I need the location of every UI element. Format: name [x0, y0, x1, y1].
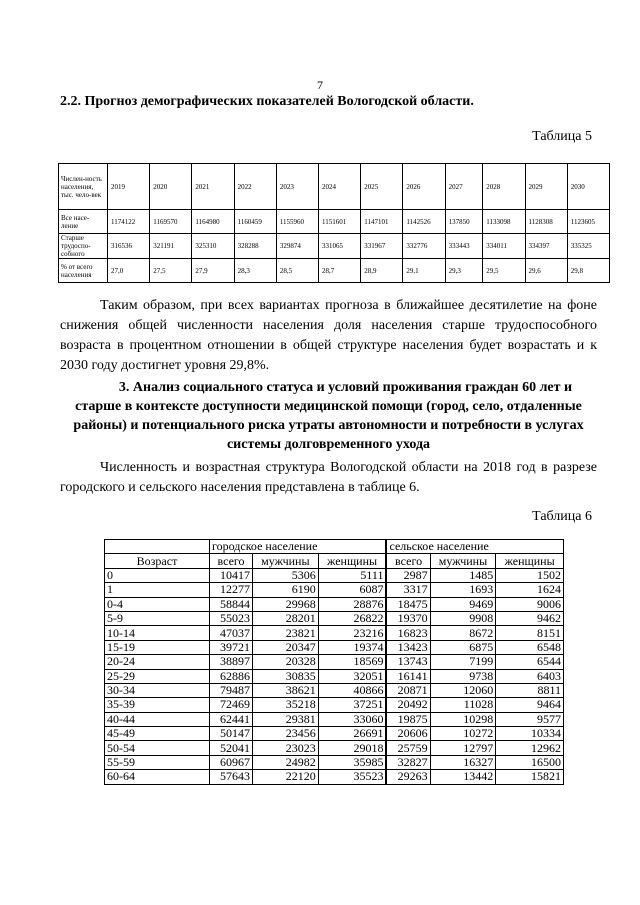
table-6-value-cell: 20328 — [253, 655, 319, 669]
table-6-value-cell: 13423 — [386, 640, 430, 654]
paragraph-table-6-intro: Численность и возрастная структура Вологодской области на 2018 год в разрезе городского и сельского населения представлена в таблице 6. — [60, 460, 597, 495]
table-6-value-cell: 58844 — [210, 597, 253, 611]
table-6-value-cell: 20347 — [253, 640, 319, 654]
table-6-value-cell: 26822 — [318, 611, 386, 625]
table-6-value-cell: 9738 — [430, 669, 496, 683]
table-6-sub-header — [105, 554, 564, 568]
table-row — [105, 741, 564, 755]
table-6-value-cell: 29018 — [318, 741, 386, 755]
paragraph-forecast-conclusion: Таким образом, при всех вариантах прогноза в ближайшее десятилетие на фоне снижения общей численности населения доля населения старше трудоспособного возраста в процентном отношении в общей структуре населения будет возрастать и к 2030 году достигнет уровня 29,8%. — [60, 298, 597, 373]
table-6-group-header — [105, 540, 564, 554]
table-6-value-cell: 9006 — [496, 597, 564, 611]
table-6-col-rural-total: всего — [386, 554, 430, 568]
section-3-title-rest: старше в контексте доступности медицинской помощи (город, село, отдаленные районы) и потенциального риска утраты автономности и потребности в услугах системы долговременного ухода — [73, 399, 584, 452]
table-5-cell: 316536 — [108, 234, 150, 259]
table-6-value-cell: 52041 — [210, 741, 253, 755]
table-6-value-cell: 16327 — [430, 755, 496, 769]
table-6-value-cell: 10298 — [430, 712, 496, 726]
table-row — [105, 655, 564, 669]
table-6-value-cell: 60967 — [210, 755, 253, 769]
table-5-cell: 1151601 — [319, 210, 361, 234]
table-6-value-cell: 6548 — [496, 640, 564, 654]
table-6-value-cell: 40866 — [318, 683, 386, 697]
table-6-value-cell: 22120 — [253, 770, 319, 784]
table-row — [105, 755, 564, 769]
table-6-age-cell: 1 — [105, 583, 210, 597]
table-6-value-cell: 5306 — [253, 568, 319, 582]
table-6-value-cell: 35985 — [318, 755, 386, 769]
table-6-value-cell: 6403 — [496, 669, 564, 683]
table-5-corner-label: Числен-ность населения, тыс. чело-век — [59, 164, 108, 210]
table-5-cell: 1147101 — [361, 210, 403, 234]
table-6-age-cell: 60-64 — [105, 770, 210, 784]
table-row — [105, 640, 564, 654]
table-5-cell: 1164980 — [192, 210, 234, 234]
section-3-title — [60, 378, 597, 454]
table-6-value-cell: 2987 — [386, 568, 430, 582]
table-6-value-cell: 28876 — [318, 597, 386, 611]
table-6-value-cell: 20871 — [386, 683, 430, 697]
table-6-value-cell: 50147 — [210, 727, 253, 741]
table-row — [105, 669, 564, 683]
table-6-value-cell: 23821 — [253, 626, 319, 640]
table-5-cell: 137850 — [445, 210, 483, 234]
section-3-title-line-1: 3. Анализ социального статуса и условий проживания граждан 60 лет и — [118, 380, 573, 395]
table-5-year: 2029 — [525, 164, 567, 210]
table-5-year: 2028 — [483, 164, 525, 210]
table-5-cell: 28,9 — [361, 259, 403, 283]
table-6-col-rural-women: женщины — [496, 554, 564, 568]
table-6-value-cell: 57643 — [210, 770, 253, 784]
table-6-age-cell: 10-14 — [105, 626, 210, 640]
table-6-value-cell: 6544 — [496, 655, 564, 669]
table-5-row-percent — [59, 259, 610, 283]
table-6-value-cell: 11028 — [430, 698, 496, 712]
table-6-value-cell: 23023 — [253, 741, 319, 755]
table-6-value-cell: 9464 — [496, 698, 564, 712]
table-6-value-cell: 6875 — [430, 640, 496, 654]
table-6-value-cell: 29968 — [253, 597, 319, 611]
table-6-age-cell: 40-44 — [105, 712, 210, 726]
table-5-row-label: Старше трудоспо-собного — [59, 234, 108, 259]
table-6-value-cell: 20606 — [386, 727, 430, 741]
table-6-value-cell: 6087 — [318, 583, 386, 597]
table-6-value-cell: 12060 — [430, 683, 496, 697]
table-6-age-cell: 0 — [105, 568, 210, 582]
table-6-value-cell: 1485 — [430, 568, 496, 582]
table-5-year: 2027 — [445, 164, 483, 210]
table-5-cell: 28,3 — [234, 259, 276, 283]
table-6-value-cell: 23456 — [253, 727, 319, 741]
table-6-value-cell: 38897 — [210, 655, 253, 669]
table-6-value-cell: 1693 — [430, 583, 496, 597]
table-5-cell: 1128308 — [525, 210, 567, 234]
table-6-value-cell: 8672 — [430, 626, 496, 640]
table-6-col-urban-total: всего — [210, 554, 253, 568]
table-6-value-cell: 19370 — [386, 611, 430, 625]
table-row — [105, 683, 564, 697]
table-5-cell: 1160459 — [234, 210, 276, 234]
table-6-value-cell: 24982 — [253, 755, 319, 769]
table-6-col-rural-men: мужчины — [430, 554, 496, 568]
table-5-cell: 1174122 — [108, 210, 150, 234]
table-6-value-cell: 1502 — [496, 568, 564, 582]
table-6-age-cell: 45-49 — [105, 727, 210, 741]
table-6-value-cell: 13442 — [430, 770, 496, 784]
table-6-value-cell: 32051 — [318, 669, 386, 683]
table-6-value-cell: 35218 — [253, 698, 319, 712]
table-5-year: 2025 — [361, 164, 403, 210]
table-5-cell: 334011 — [483, 234, 525, 259]
table-6-age-cell: 5-9 — [105, 611, 210, 625]
table-6-value-cell: 37251 — [318, 698, 386, 712]
table-5-year: 2023 — [276, 164, 318, 210]
table-row — [105, 712, 564, 726]
table-6-value-cell: 29263 — [386, 770, 430, 784]
table-row — [105, 727, 564, 741]
table-row — [105, 626, 564, 640]
table-5-cell: 29,5 — [483, 259, 525, 283]
table-5-cell: 325310 — [192, 234, 234, 259]
table-6-value-cell: 8151 — [496, 626, 564, 640]
table-5-row-label: Все насе-ление — [59, 210, 108, 234]
table-5-cell: 328288 — [234, 234, 276, 259]
table-6-age-cell: 15-19 — [105, 640, 210, 654]
table-5-cell: 329874 — [276, 234, 318, 259]
table-6-value-cell: 12962 — [496, 741, 564, 755]
table-6-value-cell: 6190 — [253, 583, 319, 597]
table-6-value-cell: 47037 — [210, 626, 253, 640]
table-6-value-cell: 15821 — [496, 770, 564, 784]
table-6-group-urban: городское население — [210, 540, 387, 554]
table-6-value-cell: 79487 — [210, 683, 253, 697]
table-6-value-cell: 38621 — [253, 683, 319, 697]
table-6-value-cell: 9462 — [496, 611, 564, 625]
table-6-value-cell: 16500 — [496, 755, 564, 769]
table-5-year: 2020 — [150, 164, 192, 210]
table-6-value-cell: 28201 — [253, 611, 319, 625]
table-5-cell: 1133098 — [483, 210, 525, 234]
table-5-cell: 27,5 — [150, 259, 192, 283]
table-5-year: 2030 — [567, 164, 609, 210]
table-5-year: 2026 — [403, 164, 445, 210]
table-6-age-cell: 50-54 — [105, 741, 210, 755]
table-5-header-row — [59, 164, 610, 210]
section-2-2-title: 2.2. Прогноз демографических показателей Вологодской области. — [60, 94, 474, 109]
table-5-cell: 28,5 — [276, 259, 318, 283]
table-5-cell: 29,1 — [403, 259, 445, 283]
table-6-value-cell: 23216 — [318, 626, 386, 640]
table-5-year: 2024 — [319, 164, 361, 210]
table-6-value-cell: 72469 — [210, 698, 253, 712]
table-row — [105, 583, 564, 597]
table-6-body — [105, 568, 564, 784]
table-5-year: 2019 — [108, 164, 150, 210]
table-6-empty-corner — [105, 540, 210, 554]
page-number: 7 — [317, 78, 323, 92]
table-5-cell: 29,3 — [445, 259, 483, 283]
table-6-value-cell: 30835 — [253, 669, 319, 683]
table-row — [105, 770, 564, 784]
table-6-value-cell: 9908 — [430, 611, 496, 625]
table-5-cell: 331967 — [361, 234, 403, 259]
table-5-cell: 335325 — [567, 234, 609, 259]
table-6-value-cell: 32827 — [386, 755, 430, 769]
table-6-value-cell: 8811 — [496, 683, 564, 697]
table-6-value-cell: 25759 — [386, 741, 430, 755]
table-6-value-cell: 12797 — [430, 741, 496, 755]
table-6-value-cell: 9469 — [430, 597, 496, 611]
table-6-value-cell: 55023 — [210, 611, 253, 625]
table-6-age-cell: 25-29 — [105, 669, 210, 683]
table-5-row-elderly — [59, 234, 610, 259]
table-5-row-label: % от всего населения — [59, 259, 108, 283]
table-5-cell: 334397 — [525, 234, 567, 259]
table-5-cell: 332776 — [403, 234, 445, 259]
table-5-cell: 333443 — [445, 234, 483, 259]
table-6-value-cell: 33060 — [318, 712, 386, 726]
table-6-caption: Таблица 6 — [532, 509, 592, 524]
table-5-cell: 29,8 — [567, 259, 609, 283]
table-5-cell: 331065 — [319, 234, 361, 259]
table-6-age-cell: 55-59 — [105, 755, 210, 769]
table-6-value-cell: 35523 — [318, 770, 386, 784]
table-6-value-cell: 26691 — [318, 727, 386, 741]
table-6-value-cell: 12277 — [210, 583, 253, 597]
table-6-value-cell: 16141 — [386, 669, 430, 683]
table-5-cell: 29,6 — [525, 259, 567, 283]
table-6-value-cell: 62886 — [210, 669, 253, 683]
table-5-cell: 27,0 — [108, 259, 150, 283]
table-row — [105, 597, 564, 611]
table-6-age-cell: 0-4 — [105, 597, 210, 611]
table-6-value-cell: 13743 — [386, 655, 430, 669]
table-6 — [104, 539, 564, 785]
table-6-age-cell: 20-24 — [105, 655, 210, 669]
table-6-age-cell: 35-39 — [105, 698, 210, 712]
table-5-cell: 1123605 — [567, 210, 609, 234]
table-6-value-cell: 39721 — [210, 640, 253, 654]
table-6-value-cell: 1624 — [496, 583, 564, 597]
table-5-cell: 1169570 — [150, 210, 192, 234]
table-6-col-urban-women: женщины — [318, 554, 386, 568]
table-5-cell: 28,7 — [319, 259, 361, 283]
table-row — [105, 611, 564, 625]
table-6-value-cell: 18569 — [318, 655, 386, 669]
table-5-caption: Таблица 5 — [532, 129, 592, 144]
table-6-value-cell: 20492 — [386, 698, 430, 712]
table-row — [105, 698, 564, 712]
table-5-cell: 27,9 — [192, 259, 234, 283]
table-5-cell: 1155960 — [276, 210, 318, 234]
table-6-col-urban-men: мужчины — [253, 554, 319, 568]
table-6-value-cell: 5111 — [318, 568, 386, 582]
table-5-cell: 321191 — [150, 234, 192, 259]
table-5-year: 2021 — [192, 164, 234, 210]
table-6-value-cell: 19875 — [386, 712, 430, 726]
table-6-value-cell: 62441 — [210, 712, 253, 726]
table-6-value-cell: 3317 — [386, 583, 430, 597]
table-6-value-cell: 18475 — [386, 597, 430, 611]
table-5-year: 2022 — [234, 164, 276, 210]
table-6-value-cell: 19374 — [318, 640, 386, 654]
table-6-value-cell: 10272 — [430, 727, 496, 741]
table-5-row-total — [59, 210, 610, 234]
table-row — [105, 568, 564, 582]
table-5-cell: 1142526 — [403, 210, 445, 234]
table-5 — [58, 163, 610, 283]
table-6-age-cell: 30-34 — [105, 683, 210, 697]
table-6-col-age: Возраст — [105, 554, 210, 568]
table-6-value-cell: 16823 — [386, 626, 430, 640]
table-6-value-cell: 10417 — [210, 568, 253, 582]
table-6-group-rural: сельское население — [386, 540, 563, 554]
table-6-value-cell: 7199 — [430, 655, 496, 669]
table-6-value-cell: 9577 — [496, 712, 564, 726]
table-6-value-cell: 10334 — [496, 727, 564, 741]
table-6-value-cell: 29381 — [253, 712, 319, 726]
